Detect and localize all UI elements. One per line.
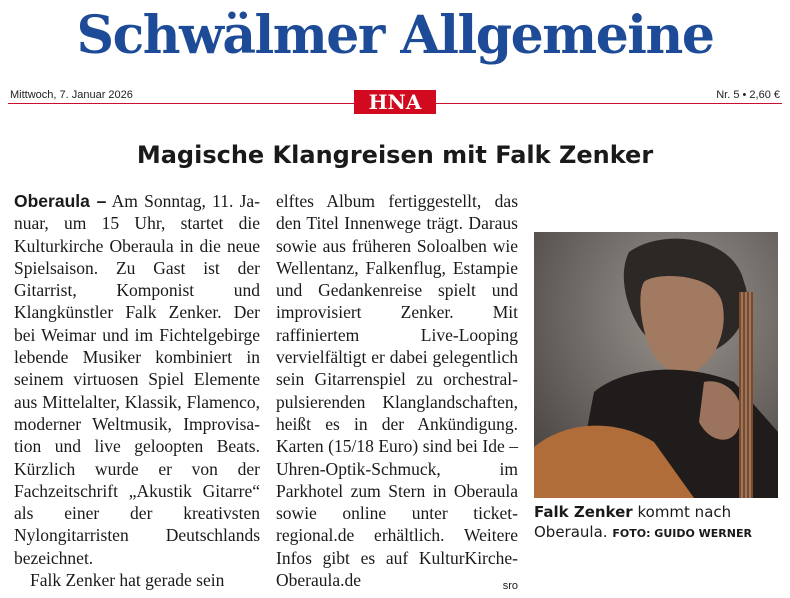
author-signature: sro	[502, 580, 518, 593]
paragraph-2-continued	[276, 190, 518, 591]
paragraph-2-start: Falk Zenker hat gerade sein	[30, 570, 225, 591]
guitarist-photo-illustration	[534, 232, 778, 498]
photo-credit: FOTO: GUIDO WERNER	[612, 527, 752, 540]
paragraph-1	[14, 190, 260, 569]
issue-number-price: Nr. 5 • 2,60 €	[716, 89, 780, 101]
article-column-1	[14, 190, 260, 591]
paragraph-1-text: Am Sonntag, 11. Januar, um 15 Uhr, startet die Kulturkirche Oberaula in die neue Spielsaison. Zu Gast ist der Gitarrist, Komponist und Klangkünstler Falk Zenker. Der bei Weimar und im Fichtelgebirge lebende Musiker kombiniert in seinem virtuosen Spiel Elemente aus Mittelalter, Klassik, Flamenco, moderner Weltmusik, Improvisation und live geloopten Beats. Kürzlich wurde er von der Fachzeitschrift „Akustik Gitarre“ als einer der kreativsten Nylongitarristen Deutschlands bezeichnet.	[14, 191, 260, 568]
dateline: Oberaula –	[14, 191, 107, 211]
article-photo	[534, 232, 778, 498]
article-headline: Magische Klangreisen mit Falk Zenker	[136, 141, 654, 169]
caption-text: kommt nach Oberaula.	[534, 503, 732, 541]
caption-name: Falk Zenker	[534, 503, 633, 521]
paragraph-2-text: elftes Album fertiggestellt, das den Titel Innenwege trägt. Daraus sowie aus früheren Soloalben wie Wellentanz, Falkenflug, Estampie und Gedankenreise spielt und improvisiert Zenker. Mit raffiniertem Live-Looping vervielfältigt er dabei gelegentlich sein Gitarrenspiel zu orchestral-pulsierenden Klanglandschaften, heißt es in der Ankündigung. Karten (15/18 Euro) sind bei Ide – Uhren-Optik-Schmuck, im Parkhotel zum Stern in Oberaula sowie online unter ticket-regional.de erhältlich. Weitere Infos gibt es auf KulturKirche-Oberaula.de	[276, 191, 518, 591]
photo-caption	[534, 502, 780, 544]
hna-logo: HNA	[354, 90, 436, 114]
issue-date: Mittwoch, 7. Januar 2026	[10, 89, 133, 101]
article-column-2	[276, 190, 518, 597]
masthead-title: Schwälmer Allgemeine	[76, 5, 714, 66]
